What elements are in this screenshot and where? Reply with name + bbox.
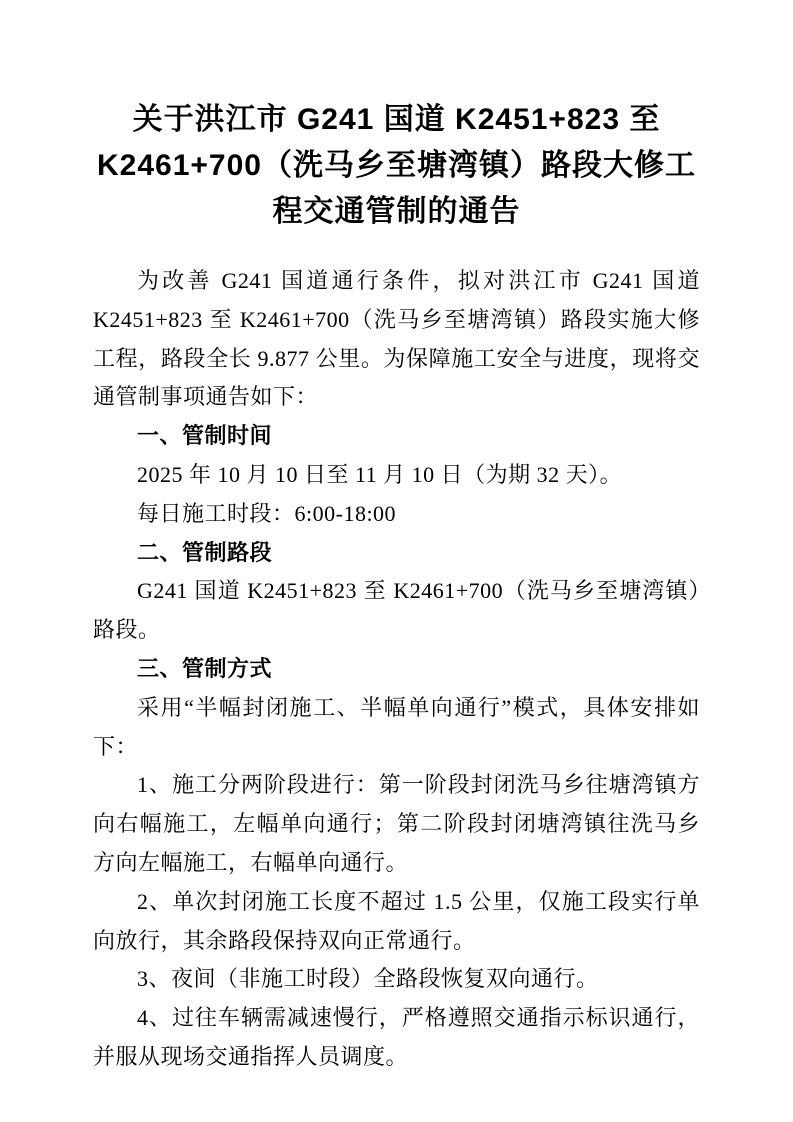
control-method-overview: 采用“半幅封闭施工、半幅单向通行”模式，具体安排如下：: [93, 694, 700, 759]
control-time-daily-hours: 每日施工时段：6:00-18:00: [137, 500, 397, 526]
control-time-dates: 2025 年 10 月 10 日至 11 月 10 日（为期 32 天）。: [137, 461, 623, 487]
section-heading-control-method: 三、管制方式: [137, 655, 273, 681]
control-road-section-paragraph: G241 国道 K2451+823 至 K2461+700（洗马乡至塘湾镇）路段。: [93, 578, 700, 643]
notice-title-line-2: K2461+700（洗马乡至塘湾镇）路段大修工: [97, 149, 696, 182]
control-method-item-4: 4、过往车辆需减速慢行，严格遵照交通指示标识通行，并服从现场交通指挥人员调度。: [93, 1005, 700, 1069]
control-method-item-3: 3、夜间（非施工时段）全路段恢复双向通行。: [137, 966, 599, 992]
section-heading-control-road-section: 二、管制路段: [137, 539, 273, 565]
control-method-item-1: 1、施工分两阶段进行：第一阶段封闭洗马乡往塘湾镇方向右幅施工，左幅单向通行；第二阶段封闭塘湾镇往洗马乡方向左幅施工，右幅单向通行。: [93, 772, 700, 875]
notice-title: [93, 97, 700, 235]
notice-title-line-1: 关于洪江市 G241 国道 K2451+823 至: [132, 103, 661, 136]
notice-title-line-3: 程交通管制的通告: [272, 195, 521, 228]
intro-paragraph: 为改善 G241 国道通行条件，拟对洪江市 G241 国道 K2451+823 至 K2461+700（洗马乡至塘湾镇）路段实施大修工程，路段全长 9.877 公里。为保障施工安全与进度，现将交通管制事项通告如下：: [93, 268, 700, 410]
control-method-item-2: 2、单次封闭施工长度不超过 1.5 公里，仅施工段实行单向放行，其余路段保持双向正常通行。: [93, 888, 700, 953]
section-heading-control-time: 一、管制时间: [137, 423, 273, 449]
